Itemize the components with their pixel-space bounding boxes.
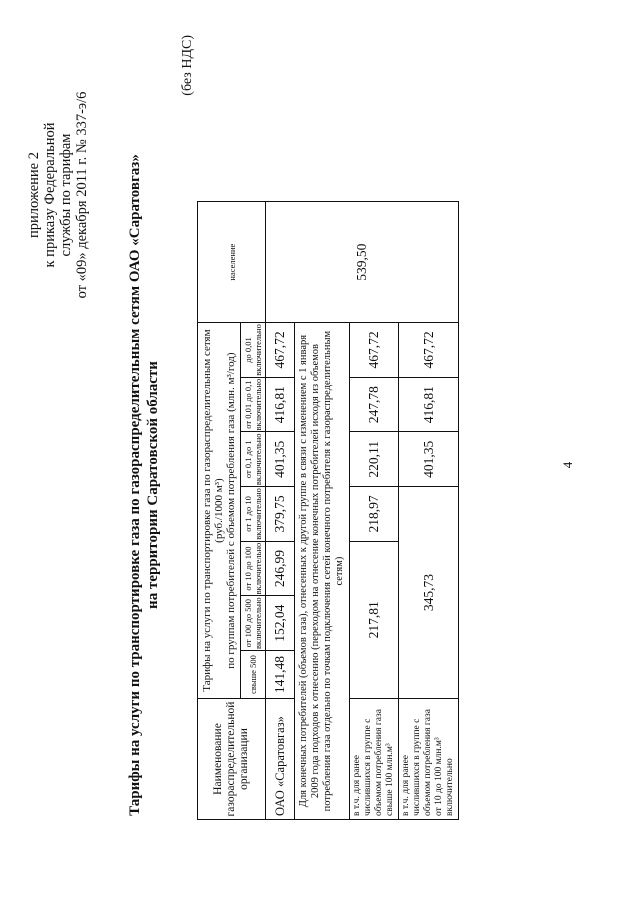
org-name: ОАО «Саратовгаз» bbox=[266, 699, 295, 820]
group-header: свыше 500 bbox=[241, 651, 266, 699]
tariff-header bbox=[198, 323, 241, 699]
tariff-value: 401,35 bbox=[399, 432, 459, 487]
appendix-line: приложение 2 bbox=[26, 152, 42, 238]
tariff-header-line: по группам потребителей с объемом потребления газа (млн. м³/год) bbox=[225, 352, 237, 669]
population-value: 539,50 bbox=[266, 202, 459, 323]
tariff-value: 379,75 bbox=[266, 487, 295, 542]
org-header: Наименование газораспределительной организации bbox=[198, 699, 266, 820]
population-header: население bbox=[198, 202, 266, 323]
group-header: от 0,1 до 1 включительно bbox=[241, 432, 266, 487]
title-line: Тарифы на услуги по транспортировке газа по газораспределительным сетям ОАО «Саратовгаз» bbox=[127, 154, 143, 816]
title-line: на территории Саратовской области bbox=[145, 361, 161, 609]
page-number: 4 bbox=[560, 461, 575, 469]
note-row: Для конечных потребителей (объемов газа), отнесенных к другой группе в связи с изменением с 1 января 2009 года подходов к отнесению (переходом на отнесение конечных потребителей исходя из объемов потребления газа отдельно по точкам подключения сетей конечного потребителя к газораспределительным сетям) bbox=[295, 323, 350, 820]
no-vat-note: (без НДС) bbox=[180, 35, 195, 96]
group-header: до 0,01 включительно bbox=[241, 323, 266, 378]
document-title bbox=[126, 105, 162, 865]
tariff-value: 246,99 bbox=[266, 541, 295, 596]
tariff-value: 467,72 bbox=[266, 323, 295, 378]
tariff-table bbox=[197, 201, 459, 820]
tariff-value: 416,81 bbox=[399, 377, 459, 432]
tariff-value: 247,78 bbox=[350, 377, 399, 432]
merged-value: 345,73 bbox=[399, 487, 459, 699]
tariff-value: 152,04 bbox=[266, 596, 295, 651]
tariff-value: 467,72 bbox=[350, 323, 399, 378]
appendix-line: к приказу Федеральной bbox=[42, 122, 58, 268]
merged-value: 217,81 bbox=[350, 541, 399, 698]
group-header: от 1 до 10 включительно bbox=[241, 487, 266, 542]
tariff-value: 416,81 bbox=[266, 377, 295, 432]
appendix-line: службы по тарифам bbox=[58, 133, 74, 257]
group-header: от 10 до 100 включительно bbox=[241, 541, 266, 596]
tariff-value: 218,97 bbox=[350, 487, 399, 542]
tariff-value: 401,35 bbox=[266, 432, 295, 487]
row-label: в т.ч. для ранее числившихся в группе с объемом потребления газа от 10 до 100 млн.м³ включительно bbox=[399, 699, 459, 820]
tariff-value: 220,11 bbox=[350, 432, 399, 487]
tariff-header-line: Тарифы на услуги по транспортировке газа по газораспределительным сетям (руб./1000 м³) bbox=[201, 329, 225, 692]
group-header: от 0,01 до 0,1 включительно bbox=[241, 377, 266, 432]
tariff-value: 141,48 bbox=[266, 651, 295, 699]
group-header: от 100 до 500 включительно bbox=[241, 596, 266, 651]
row-label: в т.ч. для ранее числившихся в группе с объемом потребления газа свыше 100 млн.м³ bbox=[350, 699, 399, 820]
appendix-line: от «09» декабря 2011 г. № 337-э/6 bbox=[74, 91, 90, 299]
appendix-block bbox=[26, 45, 90, 345]
tariff-value: 467,72 bbox=[399, 323, 459, 378]
